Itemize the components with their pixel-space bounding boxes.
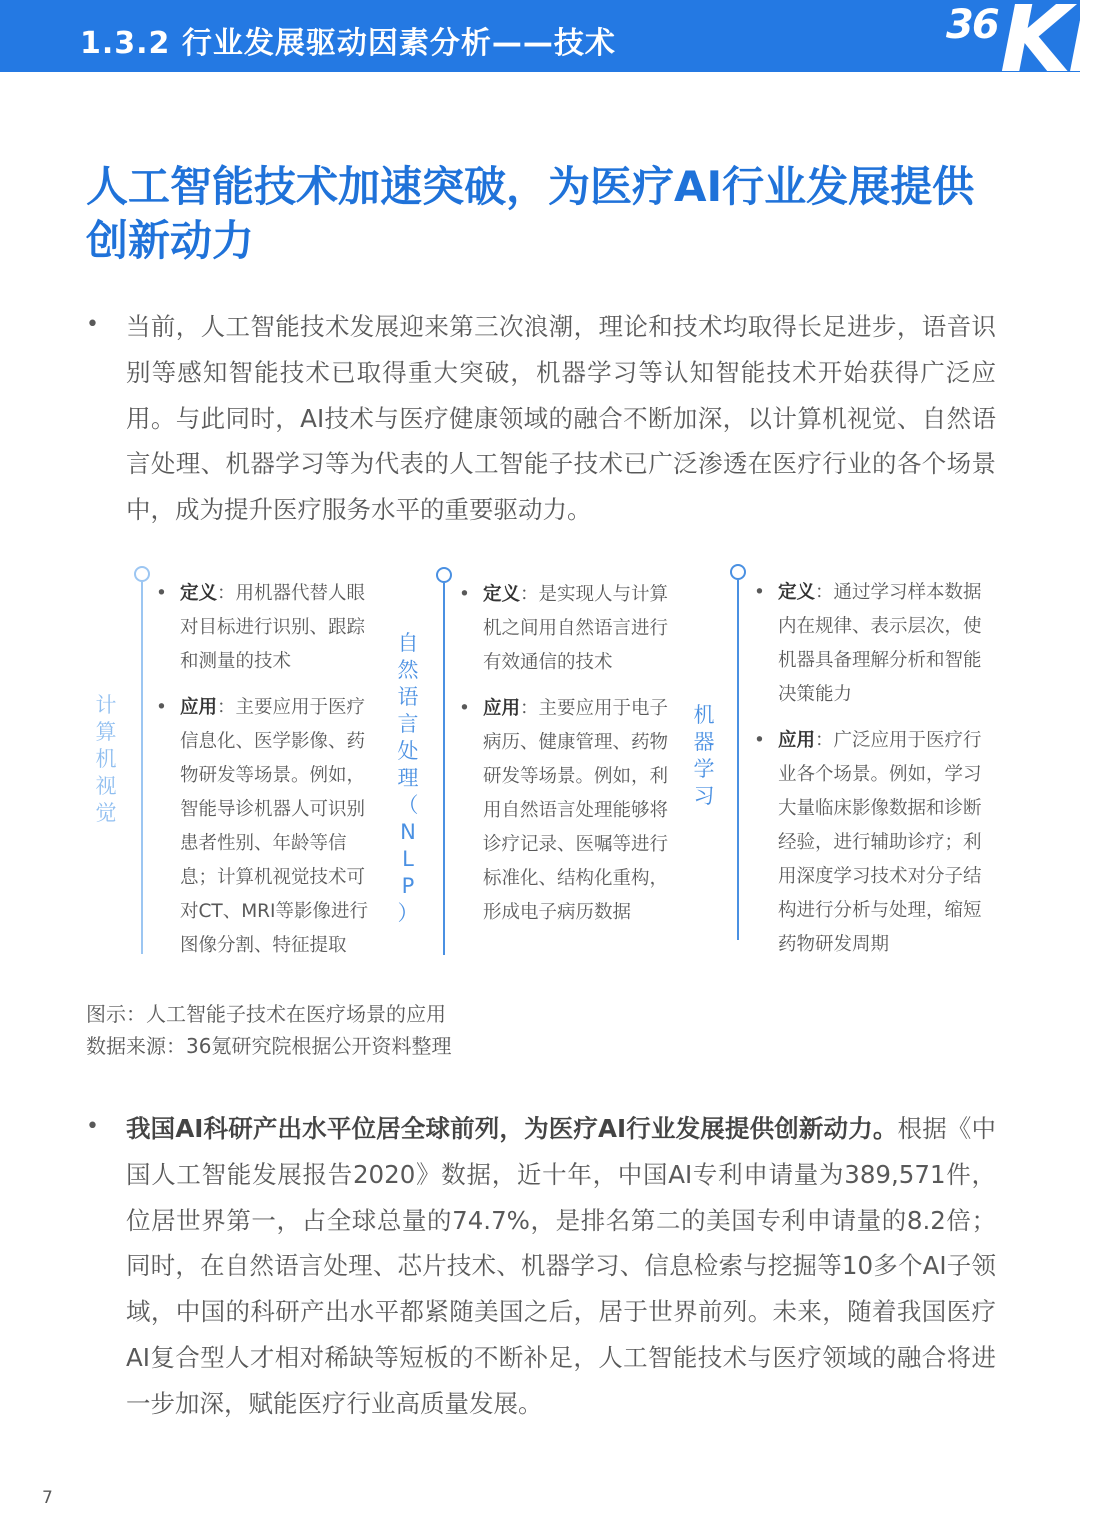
app-label: 应用 bbox=[778, 730, 816, 751]
intro-paragraph: 当前，人工智能技术发展迎来第三次浪潮，理论和技术均取得长足进步，语音识别等感知智能技术已取得重大突破，机器学习等认知智能技术开始获得广泛应用。与此同时，AI技术与医疗健康领域的融合不断加深，以计算机视觉、自然语言处理、机器学习等为代表的人工智能子技术已广泛渗透在医疗行业的各个场景中，成为提升医疗服务水平的重要驱动力。 bbox=[126, 312, 996, 525]
section-title: 1.3.2 行业发展驱动因素分析——技术 bbox=[80, 26, 616, 61]
timeline-line-ml bbox=[737, 580, 739, 940]
def-label: 定义 bbox=[483, 584, 521, 605]
column-label-cv: 计 算 机 视 觉 bbox=[95, 693, 117, 825]
column-label-ml: 机 器 学 习 bbox=[693, 703, 715, 808]
bullet-2: • bbox=[86, 1114, 99, 1139]
logo-kr-text: Kr bbox=[1000, 0, 1109, 93]
header-bar bbox=[0, 0, 1109, 93]
timeline-line-nlp bbox=[443, 583, 445, 955]
research-paragraph-body: 根据《中国人工智能发展报告2020》数据，近十年，中国AI专利申请量为389,571件，位居世界第一，占全球总量的74.7%，是排名第二的美国专利申请量的8.2倍；同时，在自然语言处理、芯片技术、机器学习、信息检索与挖掘等10多个AI子领域，中国的科研产出水平都紧随美国之后，居于世界前列。未来，随着我国医疗AI复合型人才相对稀缺等短板的不断补足，人工智能技术与医疗领域的融合将进一步加深，赋能医疗行业高质量发展。 bbox=[126, 1114, 997, 1418]
logo-36kr bbox=[946, 0, 1109, 93]
app-label: 应用 bbox=[483, 698, 521, 719]
app-text: ：主要应用于电子病历、健康管理、药物研发等场景。例如，利用自然语言处理能够将诊疗记录、医嘱等进行标准化、结构化重构，形成电子病历数据 bbox=[483, 698, 669, 923]
column-text-cv: • 定义：用机器代替人眼对目标进行识别、跟踪和测量的技术 • 应用：主要应用于医疗信息化、医学影像、药物研发等场景。例如，智能导诊机器人可识别患者性别、年龄等信息；计算机视觉技术可对CT、MRI等影像进行图像分割、特征提取 bbox=[156, 583, 368, 956]
timeline-node-nlp bbox=[436, 567, 452, 583]
def-text: ：用机器代替人眼对目标进行识别、跟踪和测量的技术 bbox=[180, 583, 366, 672]
logo-36-text: 36 bbox=[946, 2, 998, 48]
def-label: 定义 bbox=[180, 583, 218, 604]
app-label: 应用 bbox=[180, 697, 218, 718]
def-text: ：是实现人与计算机之间用自然语言进行有效通信的技术 bbox=[483, 584, 669, 673]
page-title: 人工智能技术加速突破，为医疗AI行业发展提供创新动力 bbox=[86, 162, 975, 265]
data-source: 数据来源：36氪研究院根据公开资料整理 bbox=[86, 1034, 452, 1058]
page-number: 7 bbox=[42, 1488, 53, 1508]
column-text-nlp: • 定义：是实现人与计算机之间用自然语言进行有效通信的技术 • 应用：主要应用于电子病历、健康管理、药物研发等场景。例如，利用自然语言处理能够将诊疗记录、医嘱等进行标准化、结构化重构，形成电子病历数据 bbox=[459, 584, 669, 923]
def-label: 定义 bbox=[778, 582, 816, 603]
column-text-ml: • 定义：通过学习样本数据内在规律、表示层次，使机器具备理解分析和智能决策能力 • 应用：广泛应用于医疗行业各个场景。例如，学习大量临床影像数据和诊断经验，进行辅助诊疗；利用深度学习技术对分子结构进行分析与处理，缩短药物研发周期 bbox=[754, 582, 982, 955]
column-label-nlp: 自 然 语 言 处 理 （ N L P ） bbox=[397, 631, 419, 925]
timeline-line-cv bbox=[141, 582, 143, 954]
app-text: ：广泛应用于医疗行业各个场景。例如，学习大量临床影像数据和诊断经验，进行辅助诊疗；利用深度学习技术对分子结构进行分析与处理，缩短药物研发周期 bbox=[778, 730, 982, 955]
research-paragraph-lead: 我国AI科研产出水平位居全球前列，为医疗AI行业发展提供创新动力。 bbox=[126, 1114, 898, 1143]
timeline-node-cv bbox=[134, 566, 150, 582]
timeline-node-ml bbox=[730, 564, 746, 580]
def-text: ：通过学习样本数据内在规律、表示层次，使机器具备理解分析和智能决策能力 bbox=[778, 582, 982, 705]
app-text: ：主要应用于医疗信息化、医学影像、药物研发等场景。例如，智能导诊机器人可识别患者性别、年龄等信息；计算机视觉技术可对CT、MRI等影像进行图像分割、特征提取 bbox=[180, 697, 368, 956]
bullet-1: • bbox=[86, 312, 99, 337]
research-paragraph bbox=[126, 1106, 996, 1427]
figure-caption: 图示：人工智能子技术在医疗场景的应用 bbox=[86, 1002, 446, 1026]
